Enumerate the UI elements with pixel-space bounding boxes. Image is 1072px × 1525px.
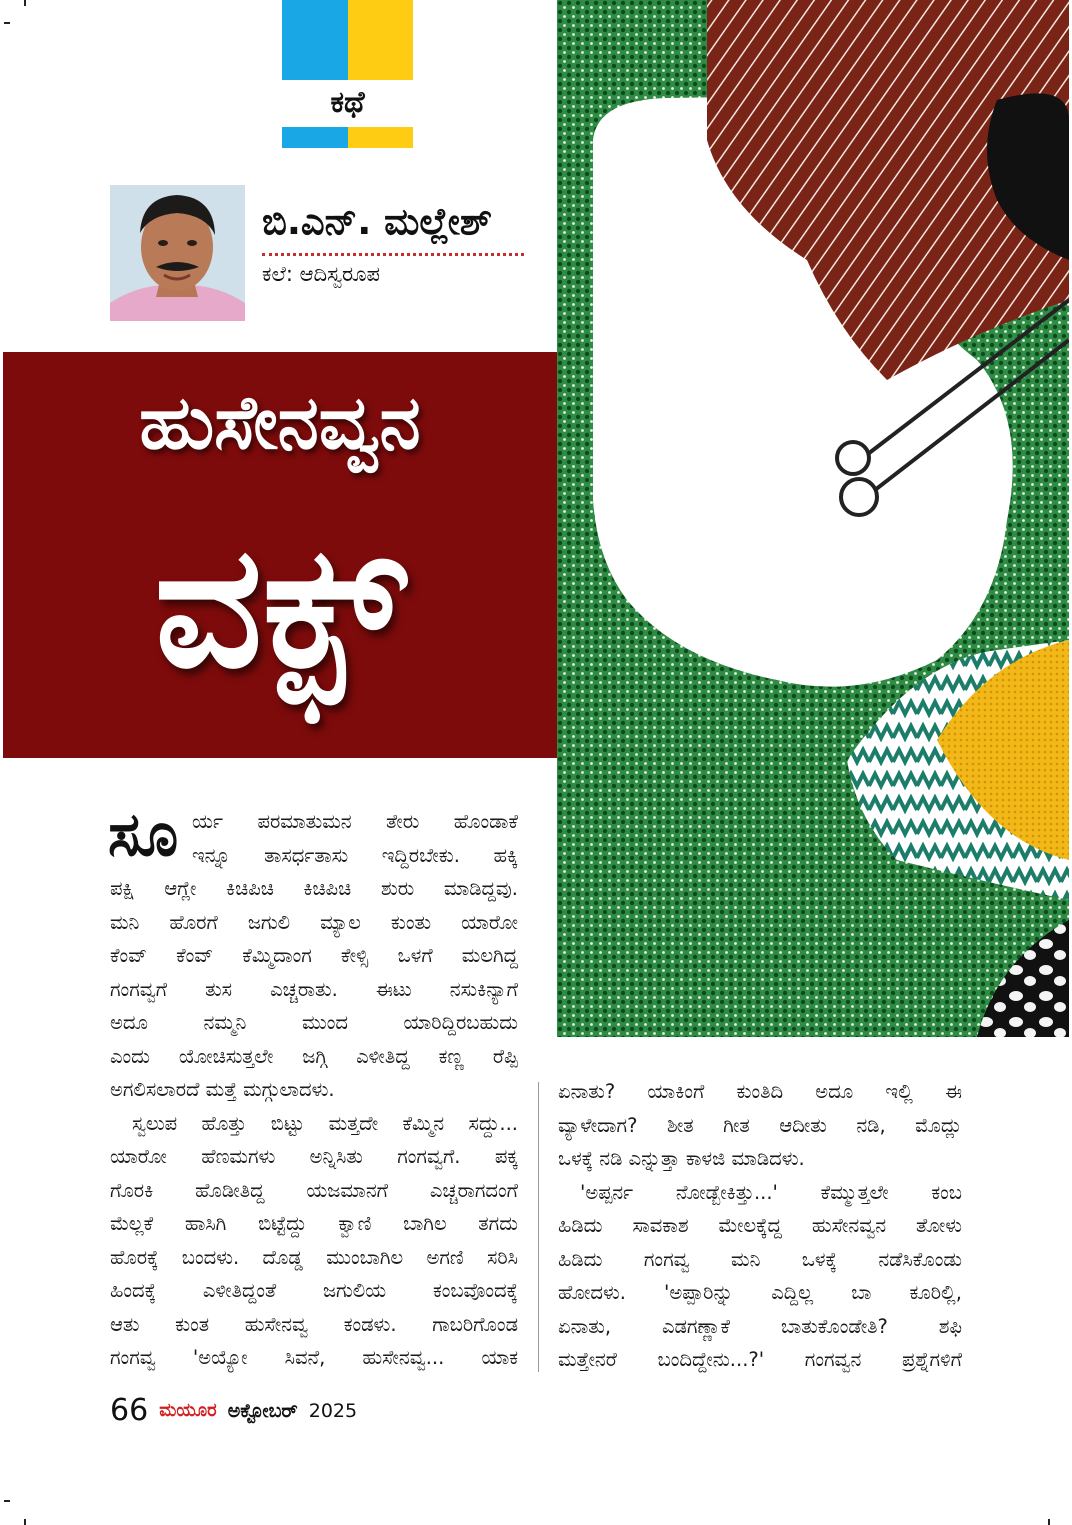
text-line: ಹಿಂದಕ್ಕೆ ಎಳೀತಿದ್ದಂತೆ ಜಗುಲಿಯ ಕಂಬವೊಂದಕ್ಕೆ [110, 1279, 518, 1302]
text-line: ಕೆಂವ್ ಕೆಂವ್ ಕೆಮ್ಮಿದಾಂಗ ಕೇಳ್ಸಿ ಒಳಗೆ ಮಲಗಿದ್ದ [110, 944, 518, 967]
author-divider [262, 253, 524, 256]
text-line: ವ್ಯಾಳೇದಾಗ? ಶೀತ ಗೀತ ಆದೀತು ನಡಿ, ಮೊದ್ಲು [558, 1113, 962, 1137]
text-line: ಹೊರಕ್ಕೆ ಬಂದಳು. ದೊಡ್ಡ ಮುಂಬಾಗಿಲ ಅಗಣಿ ಸರಿಸಿ [110, 1245, 518, 1269]
issue-year: 2025 [308, 1399, 358, 1422]
text-line: ಸ್ವಲುಪ ಹೊತ್ತು ಬಿಟ್ಟು ಮತ್ತದೇ ಕೆಮ್ಮಿನ ಸದ್ದು... [132, 1111, 518, 1135]
crop-mark-top-left [4, 22, 10, 24]
text-line: ರ್ಯ ಪರಮಾತುಮನ ತೇರು ಹೊಂಡಾಕೆ [192, 810, 518, 833]
column-1 [110, 805, 518, 1375]
crop-mark-top-left-v [24, 0, 26, 6]
author-photo [110, 185, 245, 321]
art-credit: ಕಲೆ: ಆದಿಸ್ವರೂಪ [262, 262, 380, 286]
text-line: ಅದೂ ನಮ್ಮನಿ ಮುಂದ ಯಾರಿದ್ದಿರಬಹುದು [110, 1011, 518, 1034]
text-line: ಗಂಗವ್ವಗೆ ತುಸ ಎಚ್ಚರಾತು. ಈಟು ನಸುಕಿನ್ಯಾಗೆ [110, 977, 518, 1001]
column-2 [558, 1075, 962, 1377]
title-line-1: ಹುಸೇನವ್ವನ [139, 380, 421, 466]
drop-cap: ಸೂ [108, 800, 179, 870]
text-line: ಇನ್ನೂ ತಾಸರ್ಧತಾಸು ಇದ್ದಿರಬೇಕು. ಹಕ್ಕಿ [192, 843, 518, 867]
text-line: ಮನಿ ಹೊರಗೆ ಜಗುಲಿ ಮ್ಯಾಲ ಕುಂತು ಯಾರೋ [110, 910, 518, 934]
badge-blue-strip [282, 127, 348, 148]
category-label: ಕಥೆ [330, 85, 365, 120]
title-block [3, 352, 557, 758]
category-badge [282, 0, 413, 148]
text-line: ಏನಾತು, ಎಡಗಣ್ಣಾಕೆ ಬಾತುಕೊಂಡೇತಿ? ಶಫಿ [558, 1314, 962, 1338]
story-illustration [557, 0, 1069, 1037]
text-line: ಏನಾತು? ಯಾಕಿಂಗೆ ಕುಂತಿದಿ ಅದೂ ಇಲ್ಲಿ ಈ [558, 1080, 962, 1103]
paragraph-1 [110, 805, 518, 1107]
text-line: ಹಿಡಿದು ಸಾವಕಾಶ ಮೇಲಕ್ಕೆದ್ದ ಹುಸೇನವ್ವನ ತೋಳು [558, 1214, 962, 1237]
text-line: ಒಳಕ್ಕೆ ನಡಿ ಎನ್ನುತ್ತಾ ಕಾಳಜಿ ಮಾಡಿದಳು. [558, 1147, 805, 1170]
author-name: ಬಿ.ಎನ್. ಮಲ್ಲೇಶ್ [262, 200, 493, 243]
text-line: ಮತ್ತೇನರೆ ಬಂದಿದ್ದೇನು...?' ಗಂಗವ್ವನ ಪ್ರಶ್ನೆಗಳಿಗೆ [558, 1348, 962, 1371]
badge-yellow-strip [348, 127, 413, 148]
paragraph-2 [110, 1107, 518, 1375]
page-number: 66 [110, 1393, 149, 1428]
column-divider [538, 1082, 539, 1372]
badge-yellow-block [348, 0, 413, 80]
paragraph-4 [558, 1176, 962, 1377]
magazine-logo: ಮಯೂರ [159, 1400, 217, 1421]
crop-mark-bottom-left-v [24, 1519, 26, 1525]
text-line: ಆತು ಕುಂತ ಹುಸೇನವ್ವ ಕಂಡಳು. ಗಾಬರಿಗೊಂಡ [110, 1312, 518, 1336]
text-line: ಯಾರೋ ಹೆಣಮಗಳು ಅನ್ನಿಸಿತು ಗಂಗವ್ವಗೆ. ಪಕ್ಕ [110, 1145, 518, 1168]
title-line-2: ವಕ್ಫ್ [154, 509, 406, 705]
page-footer [110, 1393, 357, 1428]
text-line: ಪಕ್ಷಿ ಆಗ್ಲೇ ಕಿಚಿಪಿಚಿ ಕಿಚಿಪಿಚಿ ಶುರು ಮಾಡಿದ್ದವು. [110, 877, 518, 900]
text-line: 'ಅಪ್ಪರ್ನ ನೋಡ್ಬೇಕಿತ್ತು...' ಕೆಮ್ಮುತ್ತಲೇ ಕಂಬ [580, 1180, 962, 1204]
text-line: ಎಂದು ಯೋಚಿಸುತ್ತಲೇ ಜಗ್ಗಿ ಎಳೀತಿದ್ದ ಕಣ್ಣ ರೆಪ್ಪಿ [110, 1044, 518, 1068]
badge-blue-block [282, 0, 348, 80]
text-line: ಮೆಲ್ಲಕೆ ಹಾಸಿಗಿ ಬಿಟ್ಟೆದ್ದು ಕ್ವಾಣಿ ಬಾಗಿಲ ತಗದು [110, 1212, 518, 1235]
text-line: ಅಗಲಿಸಲಾರದೆ ಮತ್ತೆ ಮಗ್ಗುಲಾದಳು. [110, 1078, 335, 1101]
text-line: ಗೊರಕಿ ಹೊಡೀತಿದ್ದ ಯಜಮಾನಗೆ ಎಚ್ಚರಾಗದಂಗೆ [110, 1178, 518, 1202]
crop-mark-bottom-right-v [1048, 1519, 1050, 1525]
text-line: ಹೋದಳು. 'ಅಪ್ಪಾರಿನ್ನು ಎದ್ದಿಲ್ಲ ಬಾ ಕೂರಿಲ್ಲಿ, [558, 1281, 962, 1304]
text-line: ಗಂಗವ್ವ 'ಅಯ್ಯೋ ಸಿವನೆ, ಹುಸೇನವ್ವ... ಯಾಕ [110, 1346, 518, 1369]
paragraph-3 [558, 1075, 962, 1176]
text-line: ಹಿಡಿದು ಗಂಗವ್ವ ಮನಿ ಒಳಕ್ಕೆ ನಡೆಸಿಕೊಂಡು [558, 1247, 962, 1271]
crop-mark-bottom-left [4, 1500, 10, 1502]
issue-month: ಅಕ್ಟೋಬರ್ [227, 1399, 298, 1422]
